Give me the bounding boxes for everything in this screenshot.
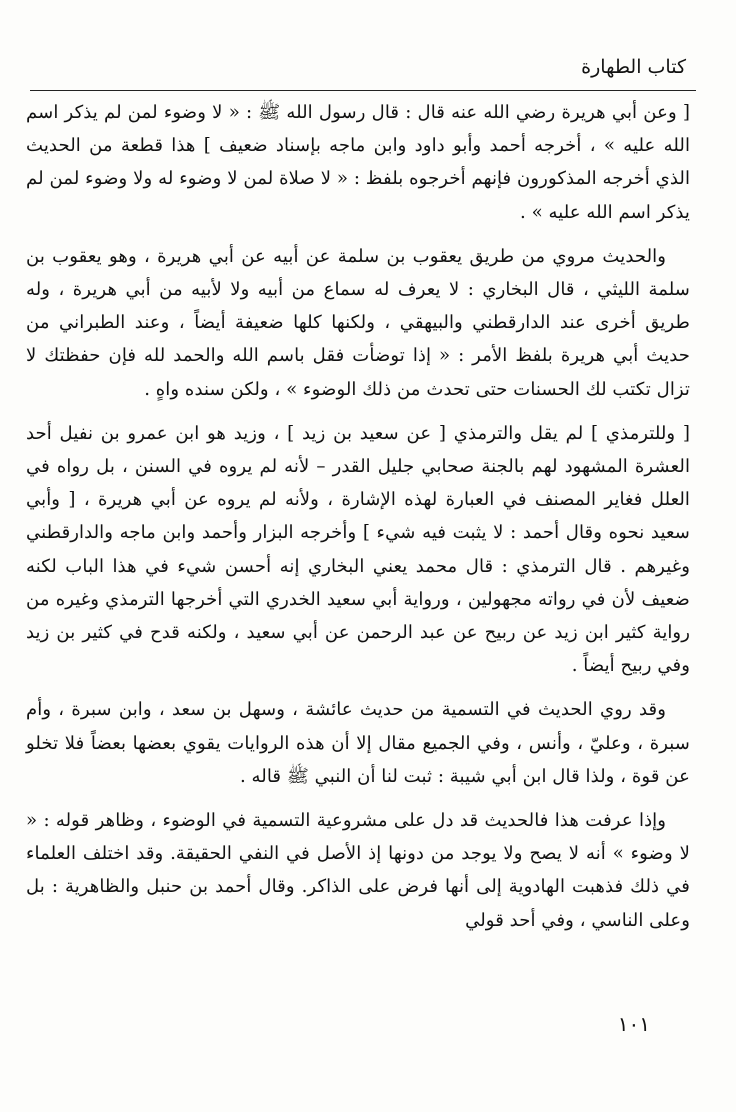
- paragraph-3: [ وللترمذي ] لم يقل والترمذي [ عن سعيد بن زيد ] ، وزيد هو ابن عمرو بن نفيل أحد العشرة المشهود لهم بالجنة صحابي جليل القدر – لأنه لم يروه في السنن ، بل رواه في العلل فغاير المصنف في العبارة لهذه الإشارة ، ولأنه لم يروه عن أبي هريرة ، [ وأبي سعيد نحوه وقال أحمد : لا يثبت فيه شيء ] وأخرجه البزار وأحمد وابن ماجه والدارقطني وغيرهم . قال الترمذي : قال محمد يعني البخاري إنه أحسن شيء في هذا الباب لكنه ضعيف لأن في رواته مجهولين ، ورواية أبي سعيد الخدري التي أخرجها الترمذي وغيره من رواية كثير ابن زيد عن ربيح عن عبد الرحمن عن أبي سعيد ، ولكنه قدح في كثير بن زيد وفي ربيح أيضاً .: [26, 422, 690, 677]
- running-header-title: كتاب الطهارة: [581, 56, 686, 78]
- paragraph-2: والحديث مروي من طريق يعقوب بن سلمة عن أبيه عن أبي هريرة ، وهو يعقوب بن سلمة الليثي ، قال البخاري : لا يعرف له سماع من أبيه ولا لأبيه من أبي هريرة ، وله طريق أخرى عند الدارقطني والبيهقي ، ولكنها كلها ضعيفة أيضاً ، وعند الطبراني من حديث أبي هريرة بلفظ الأمر : « إذا توضأت فقل باسم الله والحمد لله فإن حفظتك لا تزال تكتب لك الحسنات حتى تحدث من ذلك الوضوء » ، ولكن سنده واهٍ .: [26, 245, 690, 400]
- paragraph-5: وإذا عرفت هذا فالحديث قد دل على مشروعية التسمية في الوضوء ، وظاهر قوله : « لا وضوء » أنه لا يصح ولا يوجد من دونها إذ الأصل في النفي الحقيقة. وقد اختلف العلماء في ذلك فذهبت الهادوية إلى أنها فرض على الذاكر. وقال أحمد بن حنبل والظاهرية : بل وعلى الناسي ، وفي أحد قولي: [26, 810, 690, 931]
- paragraph-1: [ وعن أبي هريرة رضي الله عنه قال : قال رسول الله ﷺ : « لا وضوء لمن لم يذكر اسم الله عليه » ، أخرجه أحمد وأبو داود وابن ماجه بإسناد ضعيف ] هذا قطعة من الحديث الذي أخرجه المذكورون فإنهم أخرجوه بلفظ : « لا صلاة لمن لا وضوء له ولا وضوء لمن لم يذكر اسم الله عليه » .: [26, 102, 690, 223]
- header-divider: [30, 90, 696, 91]
- paragraph-4: وقد روي الحديث في التسمية من حديث عائشة ، وسهل بن سعد ، وابن سبرة ، وأم سبرة ، وعليّ ، وأنس ، وفي الجميع مقال إلا أن هذه الروايات يقوي بعضها بعضاً فلا تخلو عن قوة ، ولذا قال ابن أبي شيبة : ثبت لنا أن النبي ﷺ قاله .: [26, 699, 690, 787]
- body-text: [26, 96, 690, 948]
- page-number: ١٠١: [617, 1012, 650, 1036]
